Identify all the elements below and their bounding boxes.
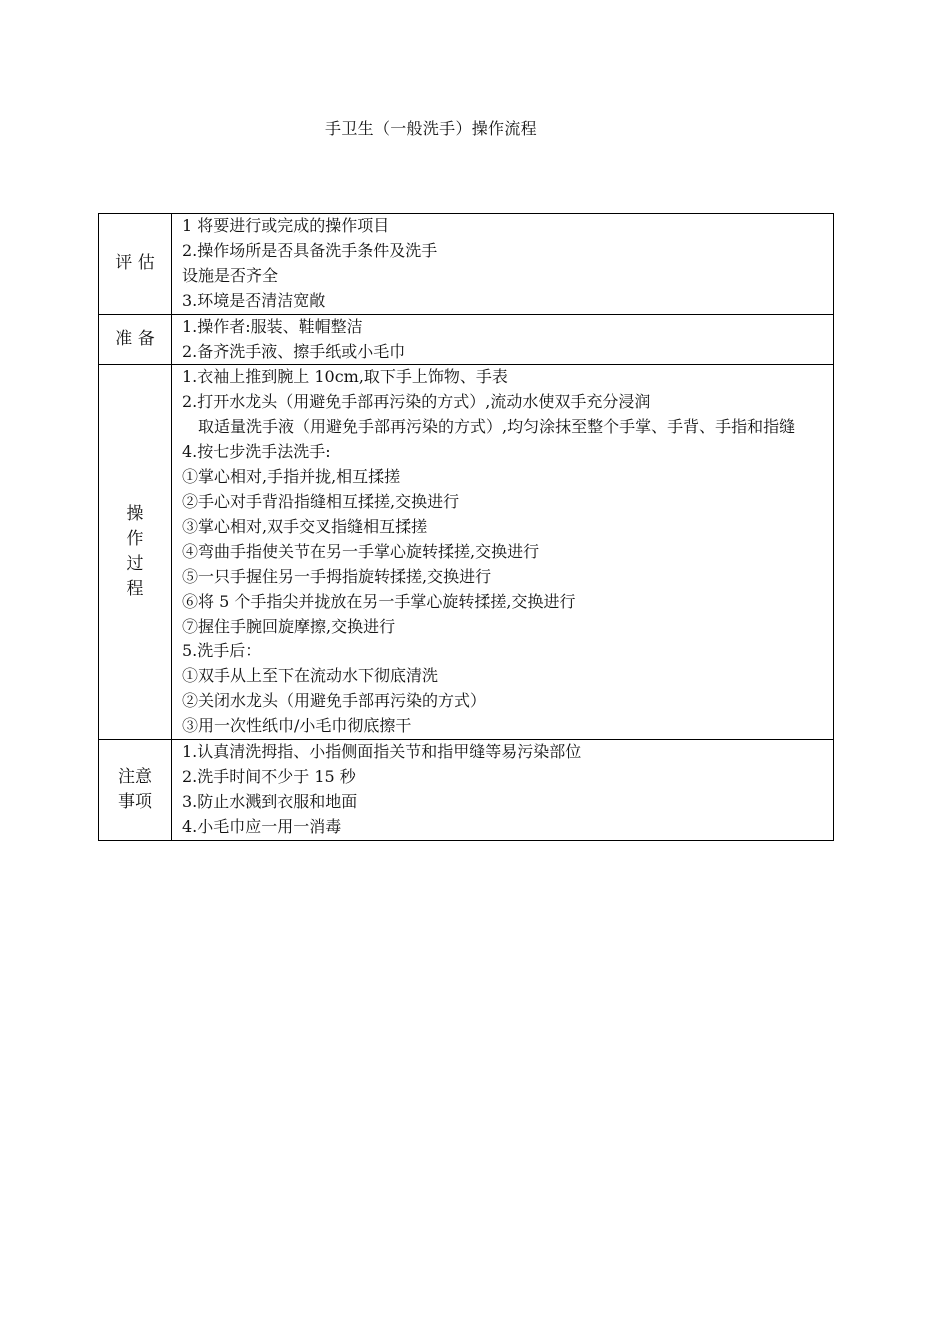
row-label-prepare: 准 备: [99, 314, 172, 365]
list-item: 4.小毛巾应一用一消毒: [182, 816, 342, 836]
row-content-prepare: [172, 314, 834, 365]
row-label-line: 注意: [118, 766, 152, 787]
list-item: 1.认真清洗拇指、小指侧面指关节和指甲缝等易污染部位: [182, 742, 582, 762]
row-content-assess: [172, 214, 834, 315]
list-item: 2.打开水龙头（用避免手部再污染的方式）,流动水使双手充分浸润: [182, 392, 651, 412]
list-item: ②关闭水龙头（用避免手部再污染的方式）: [182, 691, 487, 711]
list-item: ③用一次性纸巾/小毛巾彻底擦干: [182, 716, 412, 736]
list-item: 3.环境是否清洁宽敞: [182, 290, 326, 310]
list-item: 2.备齐洗手液、擦手纸或小毛巾: [182, 341, 406, 361]
table-row-assess: [99, 214, 834, 315]
list-item: 3.防止水溅到衣服和地面: [182, 791, 358, 811]
list-item: ①双手从上至下在流动水下彻底清洗: [182, 666, 439, 686]
list-item: 取适量洗手液（用避免手部再污染的方式）,均匀涂抹至整个手掌、手背、手指和指缝: [198, 417, 796, 437]
list-item: ⑦握住手腕回旋摩擦,交换进行: [182, 616, 396, 636]
row-label-notes: [99, 740, 172, 841]
list-item: 1.操作者:服装、鞋帽整洁: [182, 316, 363, 336]
table-row-notes: [99, 740, 834, 841]
row-label-char: 过: [126, 554, 144, 575]
row-label-procedure: [99, 365, 172, 740]
list-item: ②手心对手背沿指缝相互揉搓,交换进行: [182, 491, 460, 511]
list-item: ①掌心相对,手指并拢,相互揉搓: [182, 467, 401, 487]
list-item: ⑥将 5 个手指尖并拢放在另一手掌心旋转揉搓,交换进行: [182, 591, 576, 611]
list-item: 4.按七步洗手法洗手:: [182, 442, 331, 462]
row-label-char: 操: [126, 504, 144, 525]
row-label-line: 事项: [118, 791, 152, 812]
table-row-prepare: [99, 314, 834, 365]
list-item: 设施是否齐全: [182, 265, 279, 285]
list-item: 5.洗手后：: [182, 641, 262, 661]
table-row-procedure: [99, 365, 834, 740]
row-label-char: 作: [126, 529, 144, 550]
row-content-procedure: [172, 365, 834, 740]
list-item: 1.衣袖上推到腕上 10cm,取下手上饰物、手表: [182, 367, 508, 387]
list-item: 1 将要进行或完成的操作项目: [182, 216, 390, 235]
row-label-char: 程: [126, 579, 144, 600]
page-title: 手卫生（一般洗手）操作流程: [325, 119, 537, 138]
list-item: ③掌心相对,双手交叉指缝相互揉搓: [182, 516, 428, 536]
list-item: 2.洗手时间不少于 15 秒: [182, 766, 356, 786]
list-item: ⑤一只手握住另一手拇指旋转揉搓,交换进行: [182, 566, 492, 586]
row-content-notes: [172, 740, 834, 841]
procedure-table: [98, 213, 834, 841]
list-item: 2.操作场所是否具备洗手条件及洗手: [182, 240, 438, 260]
list-item: ④弯曲手指使关节在另一手掌心旋转揉搓,交换进行: [182, 541, 540, 561]
row-label-assess: 评 估: [99, 214, 172, 315]
